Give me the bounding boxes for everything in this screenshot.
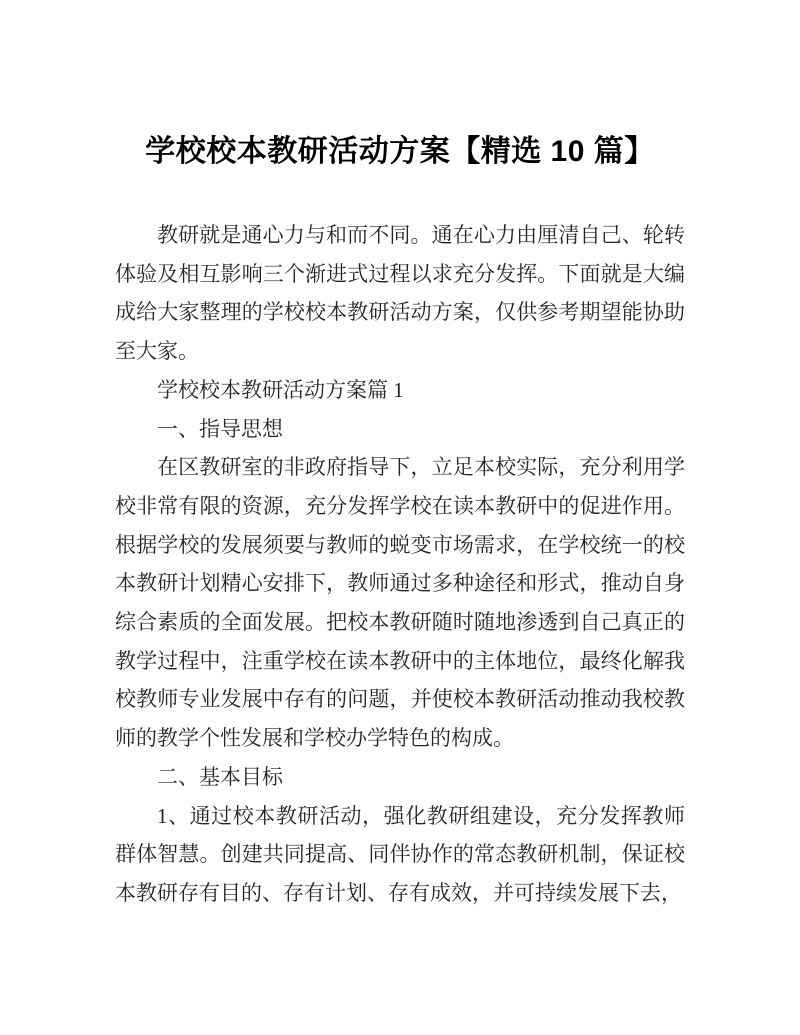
paragraph-basic-goals-item1: 1、通过校本教研活动，强化教研组建设，充分发挥教师群体智慧。创建共同提高、同伴协作的常态教研机制，保证校本教研存有目的、存有计划、存有成效，并可持续发展下去， [115, 803, 685, 905]
document-body [115, 216, 685, 913]
paragraph-heading-basic-goals: 二、基本目标 [157, 764, 283, 789]
document-title: 学校校本教研活动方案【精选 10 篇】 [145, 135, 655, 168]
paragraph-section-title-part1: 学校校本教研活动方案篇 1 [157, 377, 404, 402]
paragraph-intro: 教研就是通心力与和而不同。通在心力由厘清自己、轮转体验及相互影响三个渐进式过程以求充分发挥。下面就是大编成给大家整理的学校校本教研活动方案，仅供参考期望能协助至大家。 [115, 223, 685, 364]
paragraph-heading-guiding-thought: 一、指导思想 [157, 416, 283, 441]
paragraph-guiding-thought-body: 在区教研室的非政府指导下，立足本校实际，充分利用学校非常有限的资源，充分发挥学校在读本教研中的促进作用。根据学校的发展须要与教师的蜕变市场需求，在学校统一的校本教研计划精心安排下，教师通过多种途径和形式，推动自身综合素质的全面发展。把校本教研随时随地渗透到自己真正的教学过程中，注重学校在读本教研中的主体地位，最终化解我校教师专业发展中存有的问题，并使校本教研活动推动我校教师的教学个性发展和学校办学特色的构成。 [115, 455, 685, 751]
